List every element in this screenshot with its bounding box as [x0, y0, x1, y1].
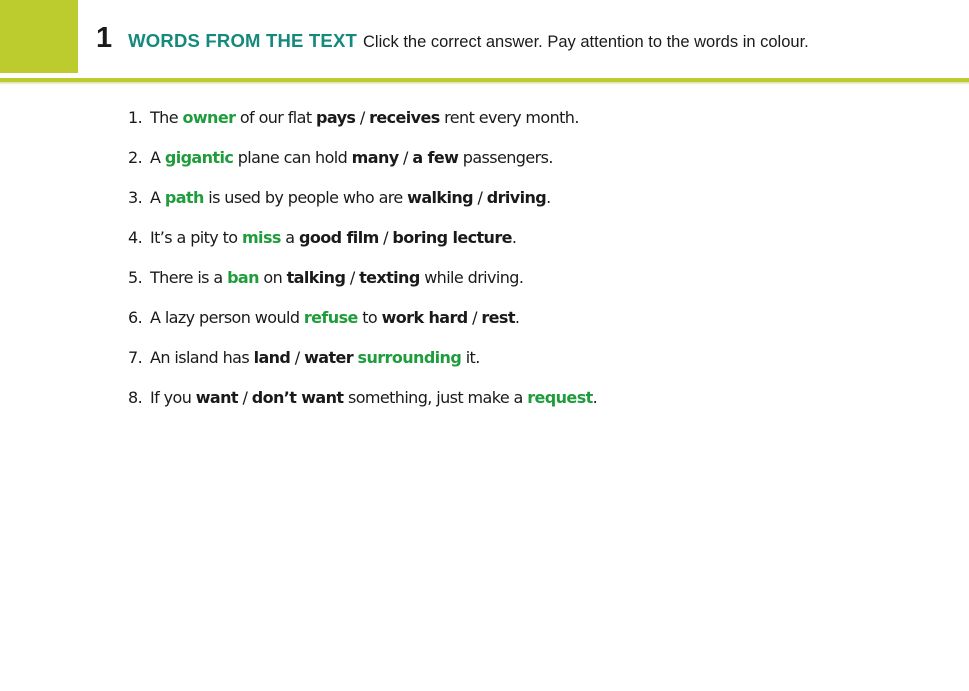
question-item-2: [128, 144, 597, 184]
question-number: 1.: [128, 108, 143, 127]
question-number: 7.: [128, 348, 143, 367]
option-separator: /: [237, 388, 252, 407]
question-text: If you: [150, 388, 196, 407]
answer-option-a[interactable]: work hard: [381, 308, 468, 327]
exercise-heading: WORDS FROM THE TEXT: [128, 30, 358, 51]
exercise-header: [96, 22, 809, 54]
answer-option-b[interactable]: boring lecture: [392, 228, 512, 247]
keyword: gigantic: [164, 148, 234, 167]
option-separator: /: [345, 268, 360, 287]
answer-option-a[interactable]: land: [253, 348, 291, 367]
header-accent-block: [0, 0, 78, 73]
answer-option-b[interactable]: rest: [481, 308, 515, 327]
option-separator: /: [378, 228, 393, 247]
question-item-4: [128, 224, 597, 264]
question-number: 8.: [128, 388, 143, 407]
question-text: rent every month.: [439, 108, 579, 127]
question-text: .: [511, 228, 517, 247]
option-separator: /: [473, 188, 487, 207]
keyword: miss: [241, 228, 281, 247]
question-text: of our flat: [235, 108, 317, 127]
keyword: refuse: [303, 308, 358, 327]
exercise-number: 1: [96, 22, 113, 54]
question-text: .: [592, 388, 598, 407]
question-text: There is a: [150, 268, 228, 287]
question-text: It’s a pity to: [150, 228, 242, 247]
question-number: 2.: [128, 148, 143, 167]
question-text: .: [514, 308, 520, 327]
keyword: request: [527, 388, 593, 407]
question-number: 4.: [128, 228, 143, 247]
header-divider-shadow: [0, 82, 969, 85]
option-separator: /: [290, 348, 305, 367]
answer-option-a[interactable]: talking: [286, 268, 346, 287]
question-text: The: [150, 108, 183, 127]
question-text: while driving.: [419, 268, 524, 287]
question-item-5: [128, 264, 597, 304]
option-separator: /: [467, 308, 482, 327]
question-text: A lazy person would: [150, 308, 304, 327]
answer-option-a[interactable]: good film: [298, 228, 379, 247]
question-number: 6.: [128, 308, 143, 327]
answer-option-a[interactable]: pays: [316, 108, 356, 127]
option-separator: /: [355, 108, 370, 127]
exercise-instruction: Click the correct answer. Pay attention to the words in colour.: [363, 33, 809, 51]
question-item-7: [128, 344, 597, 384]
question-item-3: [128, 184, 597, 224]
answer-option-b[interactable]: water: [304, 348, 354, 367]
question-text: A: [150, 148, 165, 167]
question-number: 5.: [128, 268, 143, 287]
question-item-8: [128, 384, 597, 424]
answer-option-b[interactable]: receives: [369, 108, 440, 127]
answer-option-b[interactable]: driving: [486, 188, 547, 207]
question-text: passengers.: [458, 148, 553, 167]
keyword: owner: [182, 108, 236, 127]
question-text: on: [258, 268, 287, 287]
question-item-1: [128, 104, 597, 144]
answer-option-a[interactable]: walking: [407, 188, 473, 207]
keyword: path: [164, 188, 204, 207]
question-text: An island has: [150, 348, 254, 367]
question-text: something, just make a: [343, 388, 528, 407]
question-text: A: [150, 188, 165, 207]
keyword: ban: [227, 268, 259, 287]
question-text: is used by people who are: [203, 188, 408, 207]
answer-option-b[interactable]: texting: [359, 268, 420, 287]
answer-option-b[interactable]: a few: [412, 148, 459, 167]
question-number: 3.: [128, 188, 143, 207]
answer-option-b[interactable]: don’t want: [251, 388, 344, 407]
question-list: [128, 104, 597, 424]
question-text: it.: [461, 348, 480, 367]
keyword: surrounding: [357, 348, 462, 367]
question-text: a: [280, 228, 299, 247]
answer-option-a[interactable]: want: [195, 388, 238, 407]
question-text: to: [357, 308, 382, 327]
question-text: plane can hold: [233, 148, 352, 167]
question-text: .: [546, 188, 551, 207]
option-separator: /: [398, 148, 413, 167]
answer-option-a[interactable]: many: [351, 148, 399, 167]
question-item-6: [128, 304, 597, 344]
